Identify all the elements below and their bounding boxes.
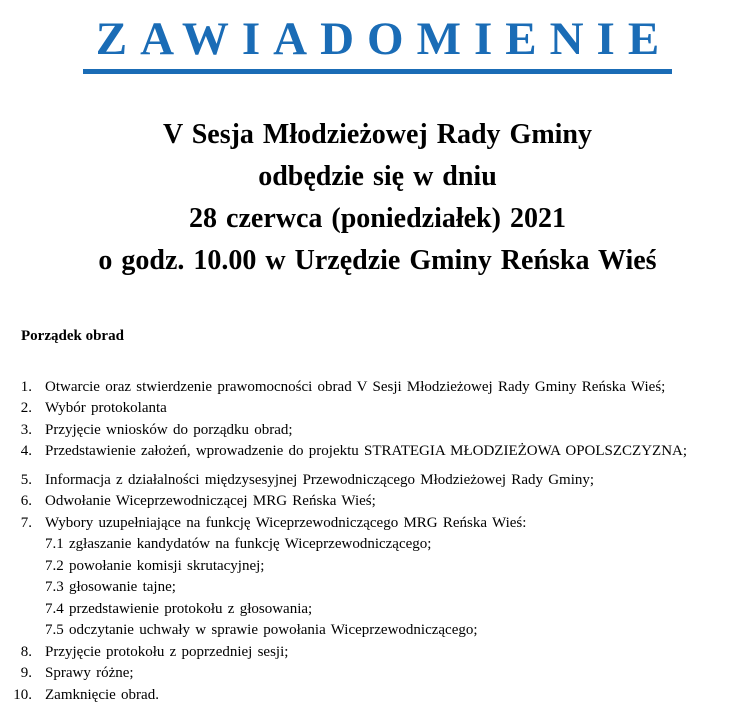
agenda-item xyxy=(9,377,749,399)
agenda-item xyxy=(9,491,749,513)
agenda-item-text: Przyjęcie wniosków do porządku obrad; xyxy=(45,421,293,438)
agenda-item-number: 3. xyxy=(20,421,32,438)
agenda-item xyxy=(9,420,749,442)
agenda-item-text: Sprawy różne; xyxy=(45,665,134,682)
agenda-item-number: 5. xyxy=(20,471,32,488)
agenda-item-text: Informacja z działalności międzysesyjnej Przewodniczącego Młodzieżowej Rady Gminy; xyxy=(45,471,595,488)
agenda-item-text: Otwarcie oraz stwierdzenie prawomocności obrad V Sesji Młodzieżowej Rady Gminy Reńska Wieś; xyxy=(45,378,666,395)
agenda-item-number: 8. xyxy=(20,643,32,660)
agenda-item xyxy=(9,398,749,420)
agenda-item-text: Przedstawienie założeń, wprowadzenie do projektu STRATEGIA MŁODZIEŻOWA OPOLSZCZYZNA; xyxy=(45,443,688,460)
agenda-heading: Porządek obrad xyxy=(21,327,124,344)
agenda-subitem: 7.5 odczytanie uchwały w sprawie powołania Wiceprzewodniczącego; xyxy=(45,622,478,639)
agenda-item-text: Przyjęcie protokołu z poprzedniej sesji; xyxy=(45,643,289,660)
agenda-list xyxy=(0,377,755,707)
agenda-item-number: 6. xyxy=(20,493,32,510)
agenda-item-text: Odwołanie Wiceprzewodniczącej MRG Reńska Wieś; xyxy=(45,493,376,510)
agenda-subitem: 7.3 głosowanie tajne; xyxy=(45,579,176,596)
session-time-place: o godz. 10.00 w Urzędzie Gminy Reńska Wieś xyxy=(98,244,657,276)
agenda-subitem: 7.1 zgłaszanie kandydatów na funkcję Wiceprzewodniczącego; xyxy=(45,536,432,553)
agenda-item-number: 9. xyxy=(20,665,32,682)
agenda-item xyxy=(9,470,749,492)
agenda-item xyxy=(9,685,749,707)
agenda-item xyxy=(9,441,749,463)
agenda-item-number: 10. xyxy=(13,686,32,703)
session-date: 28 czerwca (poniedziałek) 2021 xyxy=(189,202,566,234)
session-details xyxy=(0,114,755,282)
agenda-item-number: 1. xyxy=(20,378,32,395)
agenda-item-number: 7. xyxy=(20,514,32,531)
agenda-item-number: 4. xyxy=(20,443,32,460)
agenda-item xyxy=(9,642,749,664)
notice-document xyxy=(0,14,755,710)
agenda-subitem: 7.4 przedstawienie protokołu z głosowania; xyxy=(45,600,313,617)
agenda-subitem: 7.2 powołanie komisji skrutacyjnej; xyxy=(45,557,265,574)
agenda-item-text: Zamknięcie obrad. xyxy=(45,686,159,703)
session-name: V Sesja Młodzieżowej Rady Gminy xyxy=(163,118,592,150)
document-header xyxy=(0,14,755,74)
agenda-item xyxy=(9,513,749,535)
agenda-item-text: Wybór protokolanta xyxy=(45,400,167,417)
agenda-item-number: 2. xyxy=(20,400,32,417)
document-title: ZAWIADOMIENIE xyxy=(83,14,672,74)
agenda-item xyxy=(9,663,749,685)
agenda-item-text: Wybory uzupełniające na funkcję Wiceprzewodniczącego MRG Reńska Wieś: xyxy=(45,514,527,531)
session-will-take-place: odbędzie się w dniu xyxy=(258,160,497,192)
